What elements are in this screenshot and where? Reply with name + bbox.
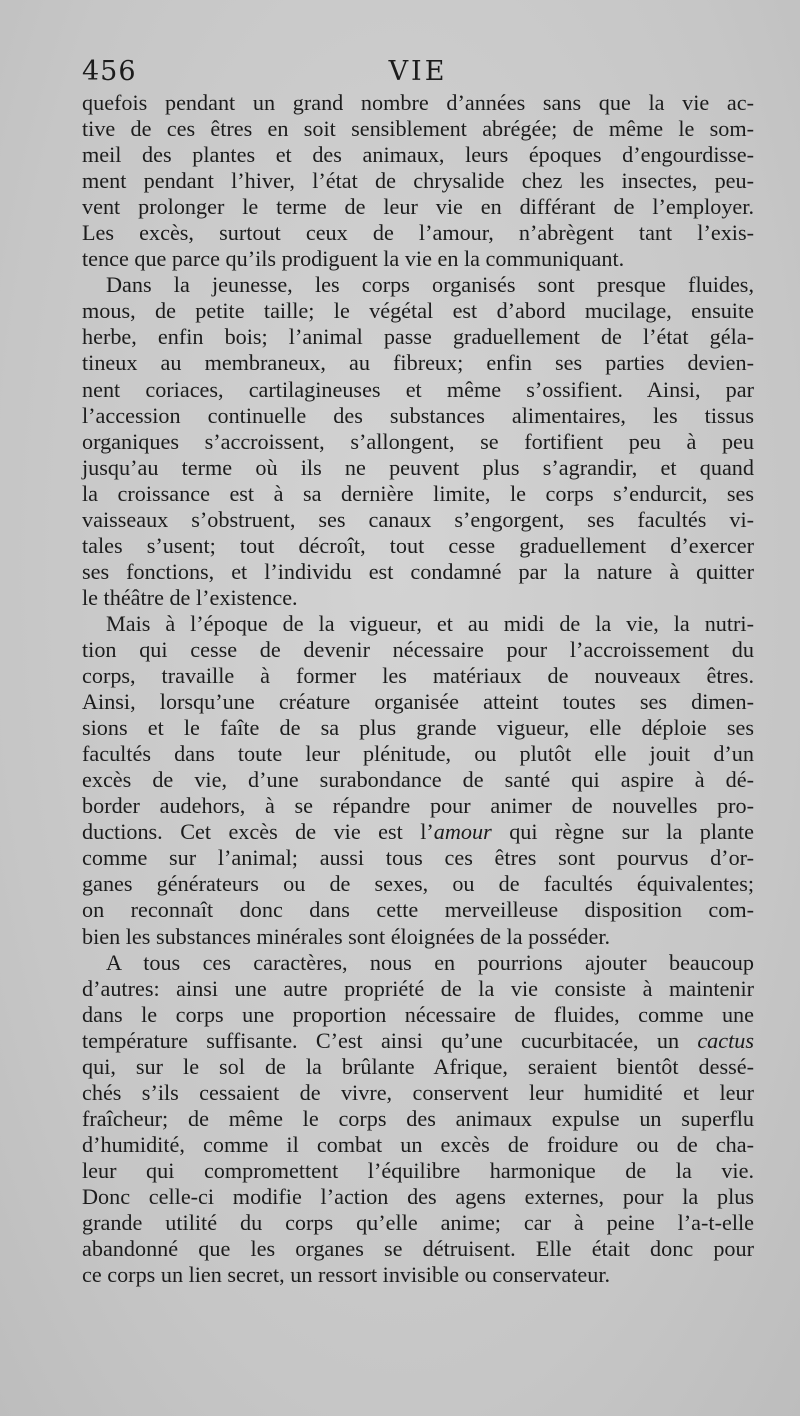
text-line: Dans la jeunesse, les corps organisés sont presque fluides,	[106, 272, 754, 298]
text-line: Les excès, surtout ceux de l’amour, n’abrègent tant l’exis-	[82, 220, 754, 246]
text-line: tion qui cesse de devenir nécessaire pour l’accroissement du	[82, 636, 754, 662]
text-line: sions et le faîte de sa plus grande vigueur, elle déploie ses	[82, 715, 754, 741]
text-line: fraîcheur; de même le corps des animaux expulse un superflu	[82, 1105, 754, 1131]
text-line: quefois pendant un grand nombre d’années sans que la vie ac-	[82, 90, 754, 115]
text-line: jusqu’au terme où ils ne peuvent plus s’agrandir, et quand	[82, 454, 754, 480]
text-line: d’humidité, comme il combat un excès de froidure ou de cha-	[82, 1131, 754, 1157]
text-line: tence que parce qu’ils prodiguent la vie en la communiquant.	[82, 246, 625, 272]
text-line: border audehors, à se répandre pour animer de nouvelles pro-	[82, 793, 754, 819]
text-line: grande utilité du corps qu’elle anime; car à peine l’a-t-elle	[82, 1210, 754, 1236]
text-line: dans le corps une proportion nécessaire de fluides, comme une	[82, 1001, 754, 1027]
text-line: vaisseaux s’obstruent, ses canaux s’engorgent, ses facultés vi-	[82, 506, 754, 532]
text-line: vent prolonger le terme de leur vie en différant de l’employer.	[82, 194, 754, 220]
running-head	[82, 56, 754, 90]
text-line: facultés dans toute leur plénitude, ou plutôt elle jouit d’un	[82, 741, 754, 767]
text-line: excès de vie, d’une surabondance de santé qui aspire à dé-	[82, 767, 754, 793]
text-line: Ainsi, lorsqu’une créature organisée atteint toutes ses dimen-	[82, 689, 754, 715]
text-line: abandonné que les organes se détruisent. Elle était donc pour	[82, 1236, 754, 1262]
text-line: la croissance est à sa dernière limite, le corps s’endurcit, ses	[82, 480, 754, 506]
text-line: chés s’ils cessaient de vivre, conservent leur humidité et leur	[82, 1079, 754, 1105]
running-title: VIE	[388, 56, 448, 87]
text-line: leur qui compromettent l’équilibre harmonique de la vie.	[82, 1157, 754, 1183]
text-line: mous, de petite taille; le végétal est d’abord mucilage, ensuite	[82, 298, 754, 324]
text-line: organiques s’accroissent, s’allongent, se fortifient peu à peu	[82, 428, 754, 454]
text-line: ce corps un lien secret, un ressort invisible ou conservateur.	[82, 1262, 611, 1288]
text-line: d’autres: ainsi une autre propriété de la vie consiste à maintenir	[82, 975, 754, 1001]
page-number: 456	[82, 56, 137, 87]
text-line: on reconnaît donc dans cette merveilleuse disposition com-	[82, 897, 754, 923]
italic-word-amour: amour	[433, 819, 492, 845]
book-page	[82, 56, 754, 1288]
text-line: bien les substances minérales sont éloignées de la posséder.	[82, 923, 611, 949]
text-line: tineux au membraneux, au fibreux; enfin ses parties devien-	[82, 350, 754, 376]
text-segment: température suffisante. C’est ainsi qu’une cucurbitacée, un	[82, 1027, 698, 1053]
text-line: nent coriaces, cartilagineuses et même s’ossifient. Ainsi, par	[82, 376, 754, 402]
text-line: meil des plantes et des animaux, leurs époques d’engourdisse-	[82, 142, 754, 168]
text-line: herbe, enfin bois; l’animal passe graduellement de l’état géla-	[82, 324, 754, 350]
text-line: Mais à l’époque de la vigueur, et au midi de la vie, la nutri-	[106, 610, 754, 636]
text-segment: qui règne sur la plante	[491, 819, 754, 845]
text-line: corps, travaille à former les matériaux de nouveaux êtres.	[82, 663, 754, 689]
text-line: l’accession continuelle des substances alimentaires, les tissus	[82, 402, 754, 428]
text-line: Donc celle-ci modifie l’action des agens externes, pour la plus	[82, 1183, 754, 1209]
text-line-with-italic	[82, 819, 754, 845]
text-line-with-italic	[82, 1028, 754, 1054]
text-line: ment pendant l’hiver, l’état de chrysalide chez les insectes, peu-	[82, 168, 754, 194]
text-line: tive de ces êtres en soit sensiblement abrégée; de même le som-	[82, 116, 754, 142]
text-line: qui, sur le sol de la brûlante Afrique, seraient bientôt dessé-	[82, 1053, 754, 1079]
text-line: tales s’usent; tout décroît, tout cesse graduellement d’exercer	[82, 532, 754, 558]
text-line: ganes générateurs ou de sexes, ou de facultés équivalentes;	[82, 871, 754, 897]
text-line: ses fonctions, et l’individu est condamné par la nature à quitter	[82, 558, 754, 584]
italic-word-cactus: cactus	[697, 1027, 754, 1053]
text-segment: ductions. Cet excès de vie est l’	[82, 819, 434, 845]
body-text	[82, 90, 754, 1288]
text-line: comme sur l’animal; aussi tous ces êtres sont pourvus d’or-	[82, 845, 754, 871]
text-line: le théâtre de l’existence.	[82, 584, 298, 610]
text-line: A tous ces caractères, nous en pourrions ajouter beaucoup	[106, 949, 754, 975]
